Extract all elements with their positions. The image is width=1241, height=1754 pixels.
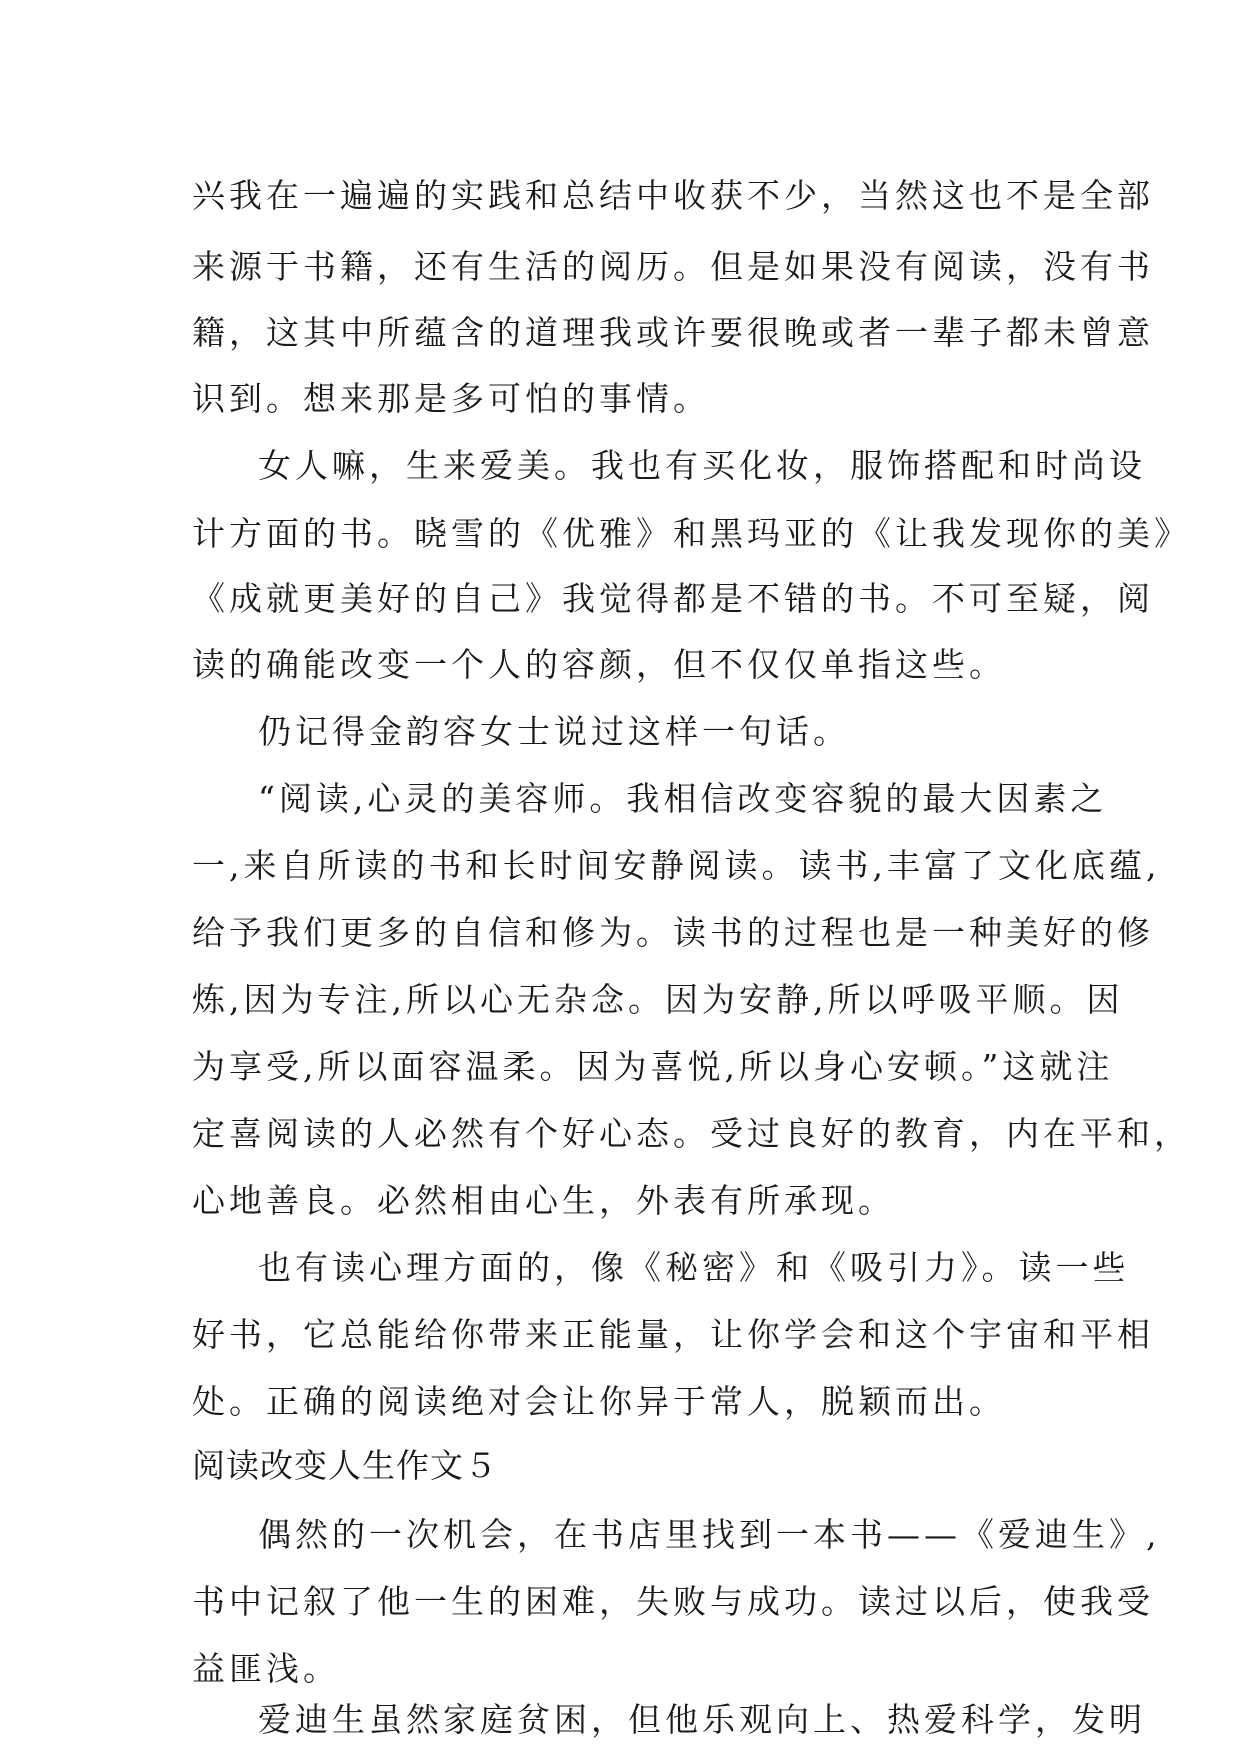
text-line: 一,来自所读的书和长时间安静阅读。读书,丰富了文化底蕴,: [192, 846, 1161, 885]
text-line: 书中记叙了他一生的困难，失败与成功。读过以后，使我受: [192, 1582, 1154, 1621]
text-line: 识到。想来那是多可怕的事情。: [192, 379, 710, 418]
text-line: 来源于书籍，还有生活的阅历。但是如果没有阅读，没有书: [192, 247, 1154, 286]
text-line: 兴我在一遍遍的实践和总结中收获不少，当然这也不是全部: [192, 176, 1154, 215]
text-line: 心地善良。必然相由心生，外表有所承现。: [192, 1181, 895, 1220]
text-line: 定喜阅读的人必然有个好心态。受过良好的教育，内在平和，: [192, 1114, 1191, 1153]
text-line: 处。正确的阅读绝对会让你异于常人，脱颖而出。: [192, 1382, 1006, 1421]
paragraph-first-line: 偶然的一次机会，在书店里找到一本书——《爱迪生》,: [258, 1515, 1161, 1554]
text-line: 读的确能改变一个人的容颜，但不仅仅单指这些。: [192, 645, 1006, 684]
text-line: 给予我们更多的自信和修为。读书的过程也是一种美好的修: [192, 913, 1154, 952]
quote-first-line: “阅读,心灵的美容师。我相信改变容貌的最大因素之: [258, 779, 1108, 818]
text-line: 益匪浅。: [192, 1649, 340, 1688]
text-line: 好书，它总能给你带来正能量，让你学会和这个宇宙和平相: [192, 1315, 1154, 1354]
paragraph-first-line: 女人嘛，生来爱美。我也有买化妆，服饰搭配和时尚设: [258, 446, 1146, 485]
text-line: 《成就更美好的自己》我觉得都是不错的书。不可至疑，阅: [192, 579, 1154, 618]
section-heading: 阅读改变人生作文５: [192, 1446, 498, 1485]
text-line: 为享受,所以面容温柔。因为喜悦,所以身心安顿。”这就注: [192, 1047, 1114, 1086]
text-line: 计方面的书。晓雪的《优雅》和黑玛亚的《让我发现你的美》: [192, 514, 1191, 553]
text-line: 炼,因为专注,所以心无杂念。因为安静,所以呼吸平顺。因: [192, 980, 1124, 1019]
paragraph-first-line: 仍记得金韵容女士说过这样一句话。: [258, 712, 850, 751]
paragraph-first-line: 也有读心理方面的，像《秘密》和《吸引力》。读一些: [258, 1248, 1130, 1287]
text-line: 籍，这其中所蕴含的道理我或许要很晚或者一辈子都未曾意: [192, 313, 1154, 352]
paragraph-first-line: 爱迪生虽然家庭贫困，但他乐观向上、热爱科学，发明: [258, 1700, 1146, 1739]
